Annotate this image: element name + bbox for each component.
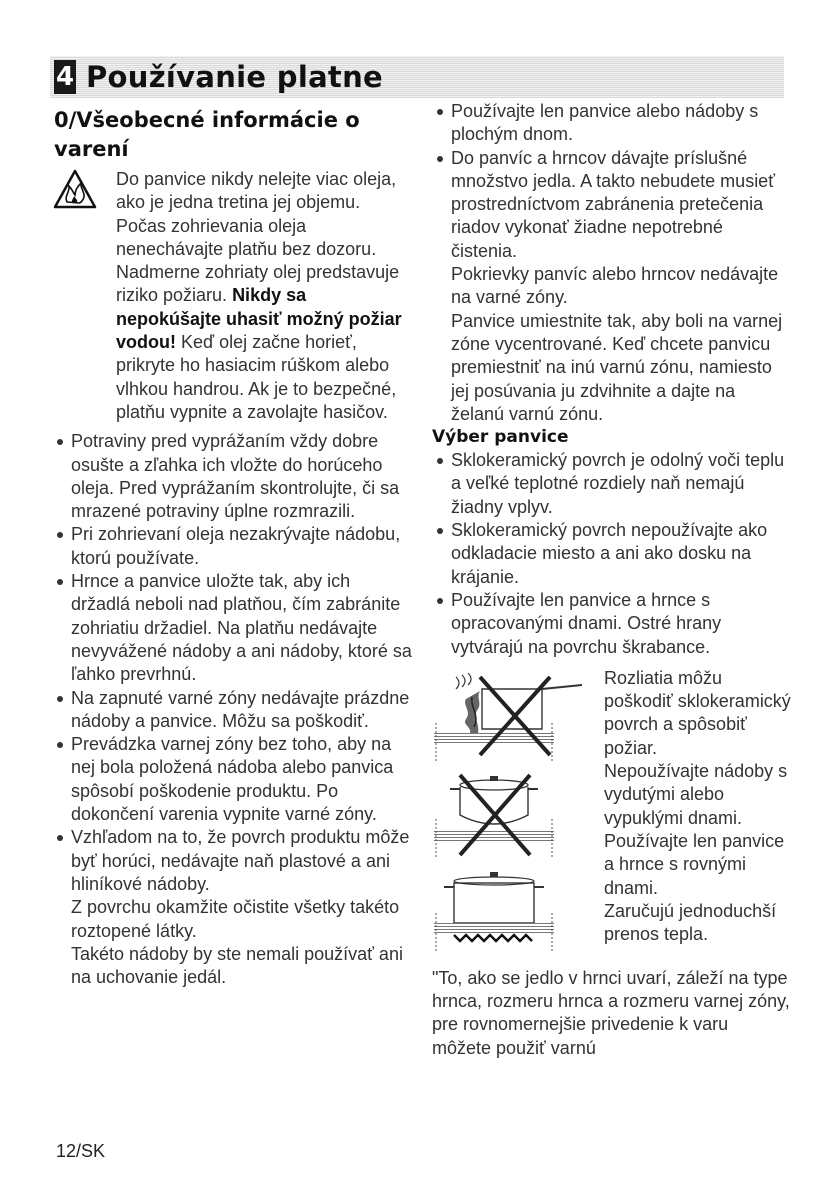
list-item: Sklokeramický povrch nepoužívajte ako odkladacie miesto a ani ako dosku na krájanie. (432, 519, 792, 589)
pan-illustration-captions (602, 667, 792, 961)
left-column (52, 106, 414, 989)
warning-bold-text: Nikdy sa nepokúšajte uhasiť možný požiar vodou! (116, 285, 402, 353)
subheading-pan-selection: Výber panvice (432, 427, 569, 448)
list-item-last (52, 826, 414, 989)
flat-pot-correct-icon (432, 869, 582, 955)
list-item: Sklokeramický povrch je odolný voči teplu a veľké teplotné rozdiely naň nemajú žiadny vplyv. (432, 449, 792, 519)
list-item: Používajte len panvice alebo nádoby s plochým dnom. (432, 100, 792, 147)
convex-pot-crossed-icon (432, 771, 582, 863)
list-item (432, 147, 792, 427)
caption-convex: Nepoužívajte nádoby s vydutými alebo vypuklými dnami. (604, 761, 788, 828)
list-item-continuation: Z povrchu okamžite očistite všetky takéto roztopené látky. (71, 897, 400, 941)
list-item: Na zapnuté varné zóny nedávajte prázdne nádoby a panvice. Môžu sa poškodiť. (52, 687, 414, 734)
list-item-continuation: Pokrievky panvíc alebo hrncov nedávajte na varné zóny. (451, 264, 779, 308)
warning-text-before: Do panvice nikdy nelejte viac oleja, ako je jedna tretina jej objemu. Počas zohrievania oleja nenechávajte platňu bez dozoru. Nadmerne zohriaty olej predstavuje riziko požiaru. (116, 169, 400, 306)
fire-warning-block (52, 168, 414, 424)
pan-illustrations-section (432, 667, 792, 961)
caption-spills: Rozliatia môžu poškodiť sklokeramický povrch a spôsobiť požiar. (604, 667, 791, 758)
page-number: 12/SK (56, 1141, 106, 1161)
final-paragraph: "To, ako se jedlo v hrnci uvarí, záleží na type hrnca, rozmeru hrnca a rozmeru varnej zóny, pre rovnomernejšie privedenie k varu môžete použiť varnú (432, 967, 790, 1058)
list-item-continuation: Panvice umiestnite tak, aby boli na varnej zóne vycentrované. Keď chcete panvicu premiestniť na inú varnú zónu, namiesto jej posúvania ju zdvihnite a dajte na želanú varnú zónu. (451, 310, 783, 424)
section-heading: 0/Všeobecné informácie o varení (54, 108, 360, 161)
list-item: Používajte len panvice a hrnce s opracovanými dnami. Ostré hrany vytvárajú na povrchu škrabance. (432, 589, 792, 659)
pan-figures (432, 667, 602, 961)
chapter-number: 4 (55, 62, 75, 92)
fire-warning-text (116, 168, 414, 424)
list-item-continuation: Takéto nádoby by ste nemali používať ani na uchovanie jedál. (71, 943, 403, 988)
spill-pan-crossed-icon (432, 667, 582, 765)
warning-text-after: Keď olej začne horieť, prikryte ho hasiacim rúškom alebo vlhkou handrou. Ak je to bezpečné, platňu vypnite a zavolajte hasičov. (116, 332, 397, 422)
right-column (432, 100, 792, 1060)
list-item: Potraviny pred vyprážaním vždy dobre osušte a zľahka ich vložte do horúceho oleja. Pred vyprážaním skontrolujte, či sa mrazené potraviny úplne rozmrazili. (52, 430, 414, 523)
list-item: Pri zohrievaní oleja nezakrývajte nádobu, ktorú používate. (52, 523, 414, 570)
list-item-text: Vzhľadom na to, že povrch produktu môže byť horúci, nedávajte naň plastové a ani hliníkové nádoby. (71, 827, 410, 894)
left-bullet-list (52, 430, 414, 989)
list-item-text: Do panvíc a hrncov dávajte príslušné množstvo jedla. A takto nebudete musieť prostredníctvom zabránenia pretečenia riadov vykonať žiadne nepotrebné čistenia. (451, 147, 775, 261)
fire-warning-icon (52, 168, 116, 424)
pan-selection-list (432, 449, 792, 659)
right-bullet-list (432, 100, 792, 426)
caption-heat-transfer: Zaručujú jednoduchší prenos tepla. (604, 900, 777, 945)
chapter-title: Používanie platne (86, 60, 384, 94)
list-item: Prevádzka varnej zóny bez toho, aby na nej bola položená nádoba alebo panvica spôsobí poškodenie produktu. Po dokončení varenia vypnite varné zóny. (52, 733, 414, 826)
caption-flat: Používajte len panvice a hrnce s rovnými dnami. (604, 830, 785, 898)
list-item: Hrnce a panvice uložte tak, aby ich držadlá neboli nad platňou, čím zabránite zohriatiu držadiel. Na platňu nedávajte nevyvážené nádoby a ani nádoby, ktoré sa ľahko prevrhnú. (52, 570, 414, 686)
